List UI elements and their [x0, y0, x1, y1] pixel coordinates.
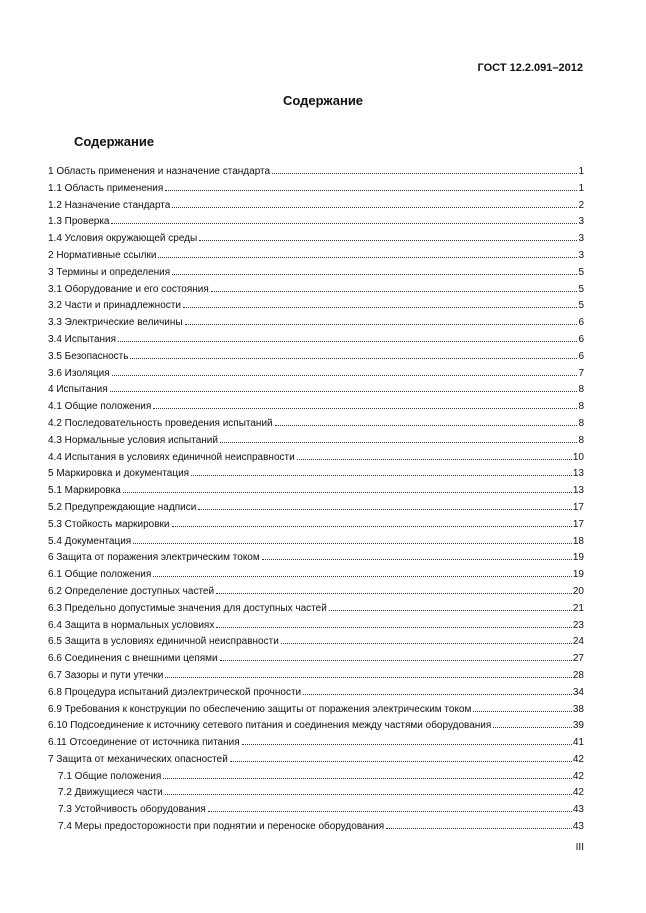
toc-entry-label: 6.5 Защита в условиях единичной неисправности — [48, 636, 279, 648]
toc-entry-label: 4.3 Нормальные условия испытаний — [48, 434, 218, 446]
toc-entry-label: 1.2 Назначение стандарта — [48, 199, 171, 211]
toc-entry[interactable] — [48, 483, 584, 500]
toc-entry-page: 7 — [578, 367, 584, 379]
toc-entry-page: 21 — [572, 602, 584, 614]
toc-entry[interactable] — [48, 433, 584, 450]
toc-entry-page: 8 — [578, 401, 584, 413]
toc-entry-page: 28 — [572, 669, 584, 681]
dot-leader — [275, 424, 578, 426]
toc-entry[interactable] — [48, 416, 584, 433]
toc-entry-label: 6.1 Общие положения — [48, 569, 152, 581]
toc-entry-label: 6.8 Процедура испытаний диэлектрической прочности — [48, 686, 302, 698]
table-of-contents — [48, 164, 584, 836]
dot-leader — [211, 290, 578, 292]
toc-entry-page: 19 — [572, 552, 584, 564]
toc-entry-label: 3.3 Электрические величины — [48, 317, 183, 329]
toc-entry-label: 4.2 Последовательность проведения испытаний — [48, 417, 273, 429]
toc-entry[interactable] — [48, 668, 584, 685]
dot-leader — [216, 592, 572, 594]
dot-leader — [216, 626, 572, 628]
toc-entry[interactable] — [48, 349, 584, 366]
dot-leader — [165, 793, 572, 795]
dot-leader — [272, 172, 577, 174]
toc-entry-label: 5 Маркировка и документация — [48, 468, 190, 480]
dot-leader — [163, 777, 572, 779]
toc-entry-label: 7.2 Движущиеся части — [58, 787, 163, 799]
dot-leader — [158, 256, 577, 258]
dot-leader — [153, 575, 572, 577]
toc-entry-page: 3 — [578, 233, 584, 245]
toc-entry[interactable] — [48, 248, 584, 265]
dot-leader — [230, 760, 572, 762]
toc-entry-label: 4.4 Испытания в условиях единичной неисправности — [48, 451, 295, 463]
toc-entry-page: 13 — [572, 468, 584, 480]
toc-entry[interactable] — [48, 366, 584, 383]
toc-entry-page: 6 — [578, 333, 584, 345]
toc-entry[interactable] — [48, 534, 584, 551]
toc-entry-label: 7.1 Общие положения — [58, 770, 162, 782]
toc-entry-label: 2 Нормативные ссылки — [48, 249, 157, 261]
toc-entry[interactable] — [48, 802, 584, 819]
toc-entry-page: 42 — [572, 770, 584, 782]
toc-entry-page: 2 — [578, 199, 584, 211]
toc-entry-label: 7 Защита от механических опасностей — [48, 753, 228, 765]
document-code: ГОСТ 12.2.091–2012 — [477, 62, 583, 74]
dot-leader — [112, 374, 578, 376]
toc-entry[interactable] — [48, 584, 584, 601]
dot-leader — [208, 810, 572, 812]
dot-leader — [130, 357, 577, 359]
toc-entry-label: 7.3 Устойчивость оборудования — [58, 804, 206, 816]
dot-leader — [220, 441, 577, 443]
dot-leader — [172, 525, 572, 527]
toc-entry-label: 4 Испытания — [48, 384, 108, 396]
toc-entry[interactable] — [48, 769, 584, 786]
toc-entry-label: 4.1 Общие положения — [48, 401, 152, 413]
toc-entry-page: 3 — [578, 216, 584, 228]
toc-entry-label: 5.1 Маркировка — [48, 485, 121, 497]
toc-entry[interactable] — [48, 382, 584, 399]
toc-entry-page: 19 — [572, 569, 584, 581]
dot-leader — [386, 827, 572, 829]
toc-entry-label: 3.2 Части и принадлежности — [48, 300, 181, 312]
toc-entry[interactable] — [48, 466, 584, 483]
dot-leader — [281, 642, 572, 644]
dot-leader — [153, 407, 577, 409]
toc-entry-label: 6.11 Отсоединение от источника питания — [48, 737, 240, 749]
dot-leader — [329, 609, 572, 611]
toc-entry-page: 42 — [572, 753, 584, 765]
toc-entry[interactable] — [48, 550, 584, 567]
dot-leader — [303, 693, 572, 695]
dot-leader — [172, 273, 577, 275]
toc-entry-page: 43 — [572, 804, 584, 816]
toc-entry-page: 13 — [572, 485, 584, 497]
toc-entry-page: 3 — [578, 249, 584, 261]
toc-entry-label: 3 Термины и определения — [48, 266, 171, 278]
dot-leader — [133, 542, 572, 544]
toc-entry-page: 5 — [578, 266, 584, 278]
toc-entry-page: 27 — [572, 653, 584, 665]
dot-leader — [165, 189, 577, 191]
toc-entry[interactable] — [48, 298, 584, 315]
dot-leader — [493, 726, 572, 728]
toc-entry-page: 5 — [578, 300, 584, 312]
dot-leader — [118, 340, 577, 342]
toc-entry[interactable] — [48, 634, 584, 651]
toc-entry-page: 1 — [578, 166, 584, 177]
dot-leader — [473, 710, 571, 712]
toc-entry-label: 1 Область применения и назначение стандарта — [48, 166, 271, 177]
toc-entry-label: 1.3 Проверка — [48, 216, 110, 228]
toc-entry-page: 43 — [572, 821, 584, 833]
toc-entry[interactable] — [48, 601, 584, 618]
toc-entry-page: 39 — [572, 720, 584, 732]
dot-leader — [191, 474, 572, 476]
toc-entry-label: 6.9 Требования к конструкции по обеспечению защиты от поражения электрическим током — [48, 703, 472, 715]
toc-entry-label: 6.4 Защита в нормальных условиях — [48, 619, 215, 631]
toc-entry[interactable] — [48, 752, 584, 769]
toc-entry-page: 8 — [578, 434, 584, 446]
toc-entry-label: 1.4 Условия окружающей среды — [48, 233, 198, 245]
toc-entry-page: 17 — [572, 518, 584, 530]
toc-entry-page: 8 — [578, 384, 584, 396]
toc-entry[interactable] — [48, 231, 584, 248]
dot-leader — [220, 659, 572, 661]
dot-leader — [198, 508, 572, 510]
toc-entry-page: 18 — [572, 535, 584, 547]
toc-entry-page: 6 — [578, 350, 584, 362]
toc-entry-page: 41 — [572, 737, 584, 749]
toc-entry-page: 42 — [572, 787, 584, 799]
toc-entry-page: 20 — [572, 585, 584, 597]
toc-entry[interactable] — [48, 785, 584, 802]
dot-leader — [111, 222, 577, 224]
toc-entry[interactable] — [48, 164, 584, 181]
toc-entry[interactable] — [48, 282, 584, 299]
toc-entry-page: 1 — [578, 182, 584, 194]
toc-entry-page: 38 — [572, 703, 584, 715]
dot-leader — [185, 323, 578, 325]
toc-entry-label: 3.5 Безопасность — [48, 350, 129, 362]
toc-entry-label: 6 Защита от поражения электрическим током — [48, 552, 260, 564]
toc-entry[interactable] — [48, 517, 584, 534]
toc-entry-label: 3.1 Оборудование и его состояния — [48, 283, 209, 295]
toc-entry-page: 6 — [578, 317, 584, 329]
toc-entry-page: 23 — [572, 619, 584, 631]
toc-entry[interactable] — [48, 500, 584, 517]
toc-entry-label: 1.1 Область применения — [48, 182, 164, 194]
toc-entry[interactable] — [48, 567, 584, 584]
toc-entry[interactable] — [48, 399, 584, 416]
toc-entry[interactable] — [48, 450, 584, 467]
toc-entry-label: 6.7 Зазоры и пути утечки — [48, 669, 164, 681]
toc-entry-label: 6.2 Определение доступных частей — [48, 585, 215, 597]
toc-entry[interactable] — [48, 315, 584, 332]
toc-entry-page: 17 — [572, 501, 584, 513]
toc-entry-page: 8 — [578, 417, 584, 429]
toc-entry-label: 6.3 Предельно допустимые значения для доступных частей — [48, 602, 327, 614]
toc-entry-label: 6.6 Соединения с внешними цепями — [48, 653, 218, 665]
toc-entry-label: 5.3 Стойкость маркировки — [48, 518, 170, 530]
dot-leader — [242, 743, 572, 745]
toc-entry-page: 34 — [572, 686, 584, 698]
dot-leader — [199, 239, 577, 241]
toc-entry[interactable] — [48, 198, 584, 215]
toc-entry[interactable] — [48, 702, 584, 719]
toc-entry-label: 7.4 Меры предосторожности при поднятии и переноске оборудования — [58, 821, 385, 833]
toc-entry-label: 6.10 Подсоединение к источнику сетевого питания и соединения между частями оборудования — [48, 720, 492, 732]
section-heading: Содержание — [74, 134, 155, 149]
toc-entry[interactable] — [48, 618, 584, 635]
toc-entry-label: 5.4 Документация — [48, 535, 132, 547]
toc-entry-label: 3.4 Испытания — [48, 333, 117, 345]
toc-entry[interactable] — [48, 214, 584, 231]
page-number: III — [575, 842, 584, 853]
toc-entry[interactable] — [48, 332, 584, 349]
toc-entry-page: 5 — [578, 283, 584, 295]
dot-leader — [297, 458, 572, 460]
toc-entry-page: 24 — [572, 636, 584, 648]
dot-leader — [172, 206, 577, 208]
toc-entry-page: 10 — [572, 451, 584, 463]
toc-entry[interactable] — [48, 718, 584, 735]
toc-entry-label: 3.6 Изоляция — [48, 367, 110, 379]
toc-entry-label: 5.2 Предупреждающие надписи — [48, 501, 197, 513]
toc-entry[interactable] — [48, 685, 584, 702]
dot-leader — [123, 491, 572, 493]
toc-entry[interactable] — [48, 265, 584, 282]
toc-entry[interactable] — [48, 651, 584, 668]
dot-leader — [165, 676, 572, 678]
toc-entry[interactable] — [48, 735, 584, 752]
dot-leader — [262, 558, 572, 560]
dot-leader — [183, 306, 578, 308]
toc-entry[interactable] — [48, 819, 584, 836]
toc-entry[interactable] — [48, 181, 584, 198]
dot-leader — [110, 390, 578, 392]
page-title: Содержание — [282, 93, 364, 108]
